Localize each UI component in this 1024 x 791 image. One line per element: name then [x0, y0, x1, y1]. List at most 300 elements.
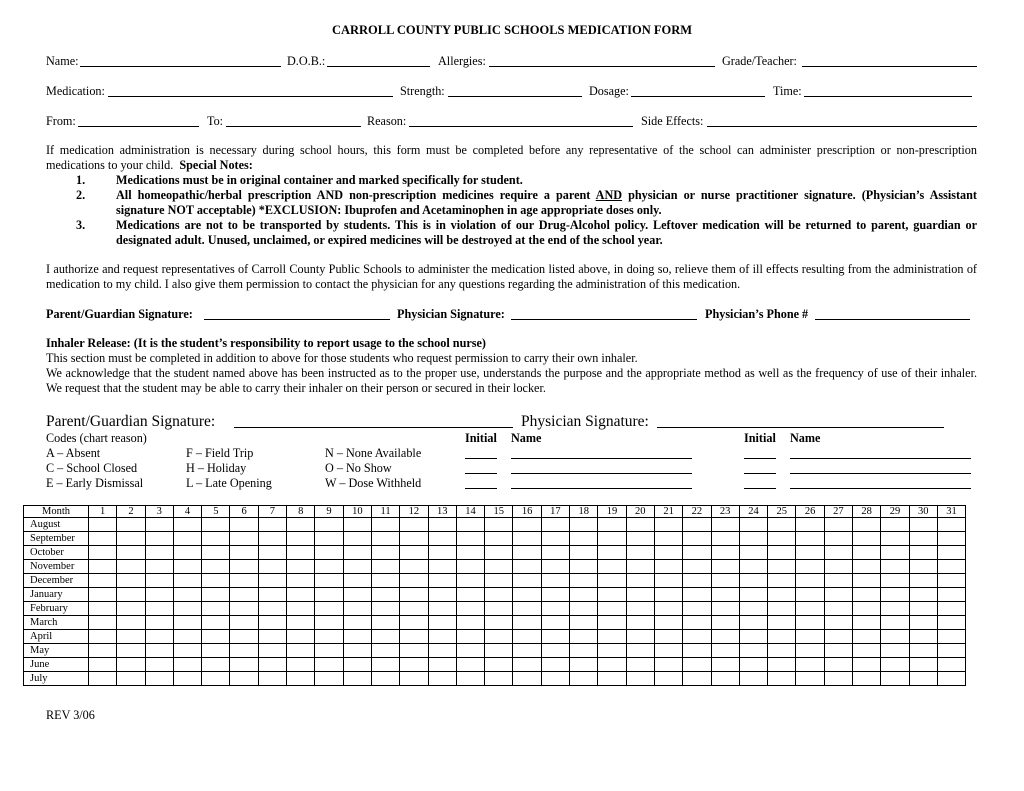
initial-field[interactable] [465, 447, 497, 459]
day-cell[interactable] [202, 644, 230, 658]
day-cell[interactable] [513, 546, 541, 560]
day-cell[interactable] [937, 518, 965, 532]
day-cell[interactable] [117, 546, 145, 560]
day-cell[interactable] [371, 532, 399, 546]
day-cell[interactable] [937, 658, 965, 672]
day-cell[interactable] [711, 616, 739, 630]
day-cell[interactable] [626, 658, 654, 672]
day-cell[interactable] [739, 546, 767, 560]
day-cell[interactable] [202, 574, 230, 588]
day-cell[interactable] [428, 616, 456, 630]
day-cell[interactable] [456, 630, 484, 644]
day-cell[interactable] [258, 588, 286, 602]
day-cell[interactable] [428, 658, 456, 672]
day-cell[interactable] [202, 616, 230, 630]
day-cell[interactable] [145, 588, 173, 602]
day-cell[interactable] [937, 602, 965, 616]
day-cell[interactable] [343, 546, 371, 560]
day-cell[interactable] [513, 658, 541, 672]
day-cell[interactable] [230, 560, 258, 574]
day-cell[interactable] [541, 518, 569, 532]
day-cell[interactable] [654, 518, 682, 532]
medication-field[interactable] [108, 85, 393, 97]
day-cell[interactable] [739, 532, 767, 546]
day-cell[interactable] [654, 658, 682, 672]
day-cell[interactable] [117, 630, 145, 644]
day-cell[interactable] [117, 602, 145, 616]
day-cell[interactable] [173, 602, 201, 616]
day-cell[interactable] [513, 644, 541, 658]
day-cell[interactable] [570, 560, 598, 574]
day-cell[interactable] [202, 630, 230, 644]
day-cell[interactable] [258, 602, 286, 616]
day-cell[interactable] [570, 658, 598, 672]
day-cell[interactable] [654, 532, 682, 546]
day-cell[interactable] [824, 518, 852, 532]
day-cell[interactable] [456, 644, 484, 658]
day-cell[interactable] [796, 532, 824, 546]
day-cell[interactable] [570, 518, 598, 532]
day-cell[interactable] [145, 518, 173, 532]
day-cell[interactable] [145, 560, 173, 574]
day-cell[interactable] [287, 616, 315, 630]
day-cell[interactable] [428, 560, 456, 574]
day-cell[interactable] [485, 658, 513, 672]
day-cell[interactable] [937, 560, 965, 574]
day-cell[interactable] [400, 574, 428, 588]
day-cell[interactable] [768, 602, 796, 616]
day-cell[interactable] [598, 658, 626, 672]
day-cell[interactable] [768, 588, 796, 602]
day-cell[interactable] [824, 630, 852, 644]
day-cell[interactable] [371, 672, 399, 686]
day-cell[interactable] [711, 518, 739, 532]
day-cell[interactable] [937, 588, 965, 602]
day-cell[interactable] [768, 658, 796, 672]
day-cell[interactable] [400, 672, 428, 686]
day-cell[interactable] [626, 532, 654, 546]
day-cell[interactable] [768, 518, 796, 532]
day-cell[interactable] [711, 630, 739, 644]
day-cell[interactable] [626, 616, 654, 630]
day-cell[interactable] [853, 532, 881, 546]
day-cell[interactable] [315, 658, 343, 672]
day-cell[interactable] [145, 616, 173, 630]
day-cell[interactable] [343, 574, 371, 588]
day-cell[interactable] [456, 672, 484, 686]
day-cell[interactable] [654, 574, 682, 588]
day-cell[interactable] [881, 532, 909, 546]
day-cell[interactable] [371, 644, 399, 658]
day-cell[interactable] [853, 602, 881, 616]
day-cell[interactable] [598, 574, 626, 588]
day-cell[interactable] [230, 658, 258, 672]
day-cell[interactable] [428, 602, 456, 616]
day-cell[interactable] [89, 630, 117, 644]
day-cell[interactable] [456, 546, 484, 560]
day-cell[interactable] [315, 672, 343, 686]
day-cell[interactable] [287, 672, 315, 686]
dosage-field[interactable] [631, 85, 765, 97]
day-cell[interactable] [824, 658, 852, 672]
day-cell[interactable] [428, 630, 456, 644]
day-cell[interactable] [513, 560, 541, 574]
day-cell[interactable] [626, 644, 654, 658]
initial-name-field[interactable] [511, 447, 692, 459]
day-cell[interactable] [541, 588, 569, 602]
day-cell[interactable] [202, 658, 230, 672]
day-cell[interactable] [230, 602, 258, 616]
day-cell[interactable] [909, 588, 937, 602]
day-cell[interactable] [541, 658, 569, 672]
day-cell[interactable] [230, 630, 258, 644]
day-cell[interactable] [598, 532, 626, 546]
day-cell[interactable] [173, 560, 201, 574]
day-cell[interactable] [598, 616, 626, 630]
day-cell[interactable] [456, 658, 484, 672]
day-cell[interactable] [513, 588, 541, 602]
initial-field[interactable] [465, 477, 497, 489]
day-cell[interactable] [541, 602, 569, 616]
day-cell[interactable] [485, 602, 513, 616]
day-cell[interactable] [513, 616, 541, 630]
day-cell[interactable] [881, 616, 909, 630]
day-cell[interactable] [173, 644, 201, 658]
day-cell[interactable] [768, 616, 796, 630]
day-cell[interactable] [258, 644, 286, 658]
day-cell[interactable] [287, 546, 315, 560]
day-cell[interactable] [145, 658, 173, 672]
day-cell[interactable] [145, 630, 173, 644]
day-cell[interactable] [796, 518, 824, 532]
day-cell[interactable] [371, 602, 399, 616]
day-cell[interactable] [853, 630, 881, 644]
day-cell[interactable] [853, 574, 881, 588]
dob-field[interactable] [327, 55, 430, 67]
day-cell[interactable] [287, 518, 315, 532]
day-cell[interactable] [937, 574, 965, 588]
day-cell[interactable] [145, 532, 173, 546]
day-cell[interactable] [202, 518, 230, 532]
day-cell[interactable] [230, 672, 258, 686]
physician-phone-field[interactable] [815, 308, 970, 320]
day-cell[interactable] [315, 518, 343, 532]
day-cell[interactable] [541, 560, 569, 574]
day-cell[interactable] [853, 560, 881, 574]
grade-teacher-field[interactable] [802, 55, 977, 67]
day-cell[interactable] [202, 672, 230, 686]
day-cell[interactable] [739, 574, 767, 588]
day-cell[interactable] [400, 644, 428, 658]
day-cell[interactable] [711, 658, 739, 672]
day-cell[interactable] [909, 574, 937, 588]
day-cell[interactable] [909, 602, 937, 616]
day-cell[interactable] [796, 602, 824, 616]
day-cell[interactable] [570, 574, 598, 588]
day-cell[interactable] [909, 532, 937, 546]
side-effects-field[interactable] [707, 115, 977, 127]
day-cell[interactable] [287, 588, 315, 602]
day-cell[interactable] [173, 630, 201, 644]
day-cell[interactable] [541, 546, 569, 560]
day-cell[interactable] [626, 602, 654, 616]
day-cell[interactable] [315, 616, 343, 630]
day-cell[interactable] [598, 588, 626, 602]
day-cell[interactable] [853, 616, 881, 630]
day-cell[interactable] [598, 518, 626, 532]
day-cell[interactable] [230, 588, 258, 602]
day-cell[interactable] [230, 644, 258, 658]
day-cell[interactable] [371, 630, 399, 644]
day-cell[interactable] [824, 588, 852, 602]
day-cell[interactable] [598, 560, 626, 574]
from-field[interactable] [78, 115, 199, 127]
day-cell[interactable] [117, 672, 145, 686]
day-cell[interactable] [683, 658, 711, 672]
day-cell[interactable] [626, 546, 654, 560]
day-cell[interactable] [230, 574, 258, 588]
day-cell[interactable] [683, 588, 711, 602]
day-cell[interactable] [513, 532, 541, 546]
day-cell[interactable] [89, 616, 117, 630]
day-cell[interactable] [739, 616, 767, 630]
day-cell[interactable] [937, 546, 965, 560]
day-cell[interactable] [711, 532, 739, 546]
day-cell[interactable] [89, 546, 117, 560]
initial-name-field[interactable] [790, 477, 971, 489]
day-cell[interactable] [824, 616, 852, 630]
day-cell[interactable] [937, 644, 965, 658]
day-cell[interactable] [428, 518, 456, 532]
day-cell[interactable] [824, 560, 852, 574]
day-cell[interactable] [287, 574, 315, 588]
physician-signature-field[interactable] [511, 308, 697, 320]
day-cell[interactable] [89, 644, 117, 658]
day-cell[interactable] [881, 658, 909, 672]
day-cell[interactable] [89, 532, 117, 546]
day-cell[interactable] [683, 602, 711, 616]
day-cell[interactable] [258, 546, 286, 560]
day-cell[interactable] [173, 518, 201, 532]
day-cell[interactable] [739, 560, 767, 574]
strength-field[interactable] [448, 85, 582, 97]
day-cell[interactable] [230, 518, 258, 532]
day-cell[interactable] [739, 588, 767, 602]
day-cell[interactable] [654, 630, 682, 644]
day-cell[interactable] [89, 574, 117, 588]
day-cell[interactable] [570, 644, 598, 658]
day-cell[interactable] [343, 588, 371, 602]
day-cell[interactable] [909, 560, 937, 574]
day-cell[interactable] [202, 532, 230, 546]
day-cell[interactable] [711, 560, 739, 574]
day-cell[interactable] [796, 574, 824, 588]
day-cell[interactable] [853, 658, 881, 672]
day-cell[interactable] [456, 602, 484, 616]
day-cell[interactable] [117, 574, 145, 588]
day-cell[interactable] [570, 672, 598, 686]
day-cell[interactable] [513, 518, 541, 532]
day-cell[interactable] [683, 532, 711, 546]
day-cell[interactable] [258, 658, 286, 672]
day-cell[interactable] [371, 560, 399, 574]
day-cell[interactable] [173, 588, 201, 602]
day-cell[interactable] [400, 588, 428, 602]
day-cell[interactable] [89, 672, 117, 686]
day-cell[interactable] [258, 672, 286, 686]
day-cell[interactable] [683, 672, 711, 686]
day-cell[interactable] [117, 616, 145, 630]
day-cell[interactable] [598, 546, 626, 560]
day-cell[interactable] [937, 532, 965, 546]
day-cell[interactable] [768, 630, 796, 644]
day-cell[interactable] [400, 658, 428, 672]
day-cell[interactable] [343, 560, 371, 574]
day-cell[interactable] [343, 672, 371, 686]
day-cell[interactable] [570, 588, 598, 602]
day-cell[interactable] [881, 588, 909, 602]
day-cell[interactable] [371, 546, 399, 560]
day-cell[interactable] [626, 518, 654, 532]
day-cell[interactable] [173, 546, 201, 560]
day-cell[interactable] [371, 588, 399, 602]
day-cell[interactable] [428, 672, 456, 686]
day-cell[interactable] [485, 518, 513, 532]
day-cell[interactable] [626, 630, 654, 644]
allergies-field[interactable] [489, 55, 715, 67]
day-cell[interactable] [89, 518, 117, 532]
day-cell[interactable] [117, 588, 145, 602]
day-cell[interactable] [400, 602, 428, 616]
day-cell[interactable] [937, 630, 965, 644]
day-cell[interactable] [570, 630, 598, 644]
day-cell[interactable] [909, 616, 937, 630]
day-cell[interactable] [796, 630, 824, 644]
day-cell[interactable] [456, 574, 484, 588]
day-cell[interactable] [315, 546, 343, 560]
day-cell[interactable] [570, 602, 598, 616]
initial-field[interactable] [744, 447, 776, 459]
day-cell[interactable] [400, 630, 428, 644]
day-cell[interactable] [513, 602, 541, 616]
day-cell[interactable] [145, 546, 173, 560]
day-cell[interactable] [739, 630, 767, 644]
initial-name-field[interactable] [511, 462, 692, 474]
day-cell[interactable] [739, 518, 767, 532]
day-cell[interactable] [343, 602, 371, 616]
day-cell[interactable] [824, 546, 852, 560]
day-cell[interactable] [485, 574, 513, 588]
inhaler-parent-signature-field[interactable] [234, 414, 513, 428]
day-cell[interactable] [173, 658, 201, 672]
day-cell[interactable] [117, 658, 145, 672]
initial-field[interactable] [465, 462, 497, 474]
day-cell[interactable] [796, 546, 824, 560]
day-cell[interactable] [258, 560, 286, 574]
day-cell[interactable] [683, 518, 711, 532]
day-cell[interactable] [570, 532, 598, 546]
day-cell[interactable] [626, 672, 654, 686]
day-cell[interactable] [173, 672, 201, 686]
day-cell[interactable] [230, 616, 258, 630]
day-cell[interactable] [117, 644, 145, 658]
day-cell[interactable] [315, 588, 343, 602]
day-cell[interactable] [287, 630, 315, 644]
initial-name-field[interactable] [790, 462, 971, 474]
day-cell[interactable] [768, 546, 796, 560]
day-cell[interactable] [626, 588, 654, 602]
day-cell[interactable] [315, 630, 343, 644]
day-cell[interactable] [683, 560, 711, 574]
day-cell[interactable] [768, 644, 796, 658]
day-cell[interactable] [909, 546, 937, 560]
day-cell[interactable] [456, 532, 484, 546]
day-cell[interactable] [796, 588, 824, 602]
day-cell[interactable] [371, 518, 399, 532]
day-cell[interactable] [683, 616, 711, 630]
day-cell[interactable] [400, 546, 428, 560]
day-cell[interactable] [230, 546, 258, 560]
day-cell[interactable] [881, 546, 909, 560]
day-cell[interactable] [541, 630, 569, 644]
day-cell[interactable] [711, 644, 739, 658]
day-cell[interactable] [711, 546, 739, 560]
day-cell[interactable] [315, 644, 343, 658]
day-cell[interactable] [400, 616, 428, 630]
day-cell[interactable] [683, 574, 711, 588]
day-cell[interactable] [654, 644, 682, 658]
day-cell[interactable] [428, 644, 456, 658]
day-cell[interactable] [654, 672, 682, 686]
to-field[interactable] [226, 115, 361, 127]
day-cell[interactable] [287, 644, 315, 658]
day-cell[interactable] [89, 560, 117, 574]
inhaler-physician-signature-field[interactable] [657, 414, 944, 428]
day-cell[interactable] [343, 518, 371, 532]
day-cell[interactable] [739, 602, 767, 616]
day-cell[interactable] [287, 532, 315, 546]
day-cell[interactable] [711, 672, 739, 686]
day-cell[interactable] [711, 574, 739, 588]
day-cell[interactable] [711, 602, 739, 616]
day-cell[interactable] [881, 602, 909, 616]
day-cell[interactable] [881, 574, 909, 588]
day-cell[interactable] [796, 658, 824, 672]
day-cell[interactable] [598, 644, 626, 658]
day-cell[interactable] [343, 644, 371, 658]
initial-name-field[interactable] [790, 447, 971, 459]
day-cell[interactable] [824, 532, 852, 546]
day-cell[interactable] [287, 602, 315, 616]
day-cell[interactable] [485, 672, 513, 686]
day-cell[interactable] [654, 616, 682, 630]
day-cell[interactable] [626, 560, 654, 574]
day-cell[interactable] [881, 672, 909, 686]
day-cell[interactable] [343, 532, 371, 546]
reason-field[interactable] [409, 115, 633, 127]
day-cell[interactable] [881, 630, 909, 644]
day-cell[interactable] [117, 532, 145, 546]
day-cell[interactable] [258, 518, 286, 532]
day-cell[interactable] [145, 574, 173, 588]
day-cell[interactable] [541, 616, 569, 630]
day-cell[interactable] [145, 672, 173, 686]
day-cell[interactable] [598, 602, 626, 616]
name-field[interactable] [80, 55, 281, 67]
day-cell[interactable] [371, 574, 399, 588]
day-cell[interactable] [485, 588, 513, 602]
day-cell[interactable] [881, 518, 909, 532]
